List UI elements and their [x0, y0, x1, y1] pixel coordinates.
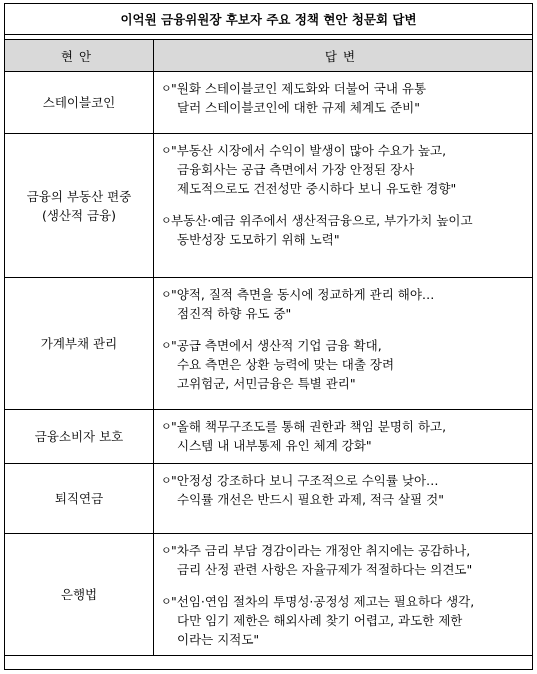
answer-line: 고위험군, 서민금융은 특별 관리" [177, 376, 356, 391]
answer-line: "차주 금리 부담 경감이라는 개정안 취지에는 공감하나, [171, 543, 471, 558]
answer-text [171, 417, 526, 455]
answer-line: 시스템 내 내부통제 유인 체계 강화" [177, 438, 372, 453]
table-row [5, 72, 532, 134]
issue-label: 은행법 [60, 587, 98, 602]
answer-line: "부동산 시장에서 수익이 발생이 많아 수요가 높고, [171, 143, 447, 158]
answer-cell [154, 72, 533, 134]
answer-line: "공급 측면에서 생산적 기업 금융 확대, [171, 338, 382, 353]
answer-line: 달러 스테이블코인에 대한 규제 체계도 준비" [177, 100, 420, 115]
answer-item [161, 417, 526, 455]
answer-line: 금융회사는 공급 측면에서 가장 안정된 장사 [177, 162, 415, 177]
table-row [5, 464, 532, 534]
bullet-marker: ㅇ [161, 214, 172, 227]
bullet-marker: ㅇ [161, 288, 172, 301]
answer-line: 수요 측면은 상환 능력에 맞는 대출 장려 [177, 357, 395, 372]
answer-text [171, 79, 526, 117]
answer-item [161, 336, 526, 393]
issue-label: 금융소비자 보호 [34, 429, 124, 444]
bullet-marker: ㅇ [161, 595, 172, 608]
document-title: 이억원 금융위원장 후보자 주요 정책 현안 청문회 답변 [5, 4, 532, 35]
policy-table [5, 39, 532, 656]
answer-cell [154, 134, 533, 278]
answer-line: "안정성 강조하다 보니 구조적으로 수익률 낮아… [171, 473, 439, 488]
issue-label: 퇴직연금 [54, 491, 104, 506]
issue-cell [5, 72, 154, 134]
answer-line: 제도적으로도 건전성만 중시하다 보니 유도한 경향" [177, 181, 457, 196]
bullet-marker: ㅇ [161, 474, 172, 487]
issue-label: (생산적 금융) [41, 207, 117, 223]
answer-text [171, 141, 526, 198]
answer-cell [154, 278, 533, 410]
answer-text [171, 471, 526, 509]
table-row [5, 278, 532, 410]
bullet-marker: ㅇ [161, 144, 172, 157]
answer-line: 부동산·예금 위주에서 생산적금융으로, 부가가치 높이고 [171, 213, 473, 228]
answer-cell [154, 410, 533, 464]
issue-label: 스테이블코인 [42, 95, 116, 110]
issue-cell [5, 278, 154, 410]
answer-item [161, 541, 526, 579]
answer-text [171, 336, 526, 393]
bullet-marker: ㅇ [161, 420, 172, 433]
table-row [5, 410, 532, 464]
answer-item [161, 471, 526, 509]
answer-text [171, 541, 526, 579]
issue-label: 금융의 부동산 편중 [26, 188, 132, 204]
answer-line: "양적, 질적 측면을 동시에 정교하게 관리 해야… [171, 287, 435, 302]
answer-item [161, 592, 526, 649]
table-header-row [5, 40, 532, 72]
answer-line: 수익률 개선은 반드시 필요한 과제, 적극 살필 것" [177, 492, 444, 507]
header-answer: 답변 [154, 40, 533, 72]
document-frame [4, 3, 533, 670]
answer-text [171, 592, 526, 649]
answer-line: 금리 산정 관련 사항은 자율규제가 적절하다는 의견도" [177, 562, 473, 577]
table-row [5, 534, 532, 656]
issue-label: 가계부채 관리 [40, 336, 118, 351]
answer-item [161, 285, 526, 323]
answer-item [161, 79, 526, 117]
header-issue: 현안 [5, 40, 154, 72]
answer-line: 이라는 지적도" [177, 632, 260, 647]
issue-cell [5, 464, 154, 534]
answer-item [161, 211, 526, 249]
answer-line: 다만 임기 제한은 해외사례 찾기 어렵고, 과도한 제한 [177, 613, 463, 628]
answer-text [171, 285, 526, 323]
table-body [5, 72, 532, 656]
answer-line: 점진적 하향 유도 중" [177, 306, 292, 321]
answer-text [171, 211, 526, 249]
answer-cell [154, 534, 533, 656]
bullet-marker: ㅇ [161, 82, 172, 95]
bullet-marker: ㅇ [161, 544, 172, 557]
answer-line: "올해 책무구조도를 통해 권한과 책임 분명히 하고, [171, 419, 447, 434]
table-row [5, 134, 532, 278]
bullet-marker: ㅇ [161, 339, 172, 352]
issue-cell [5, 410, 154, 464]
answer-line: 동반성장 도모하기 위해 노력" [177, 232, 340, 247]
issue-cell [5, 134, 154, 278]
issue-cell [5, 534, 154, 656]
answer-item [161, 141, 526, 198]
answer-cell [154, 464, 533, 534]
answer-line: "선임·연임 절차의 투명성·공정성 제고는 필요하다 생각, [171, 594, 475, 609]
answer-line: "원화 스테이블코인 제도화와 더불어 국내 유통 [171, 81, 427, 96]
